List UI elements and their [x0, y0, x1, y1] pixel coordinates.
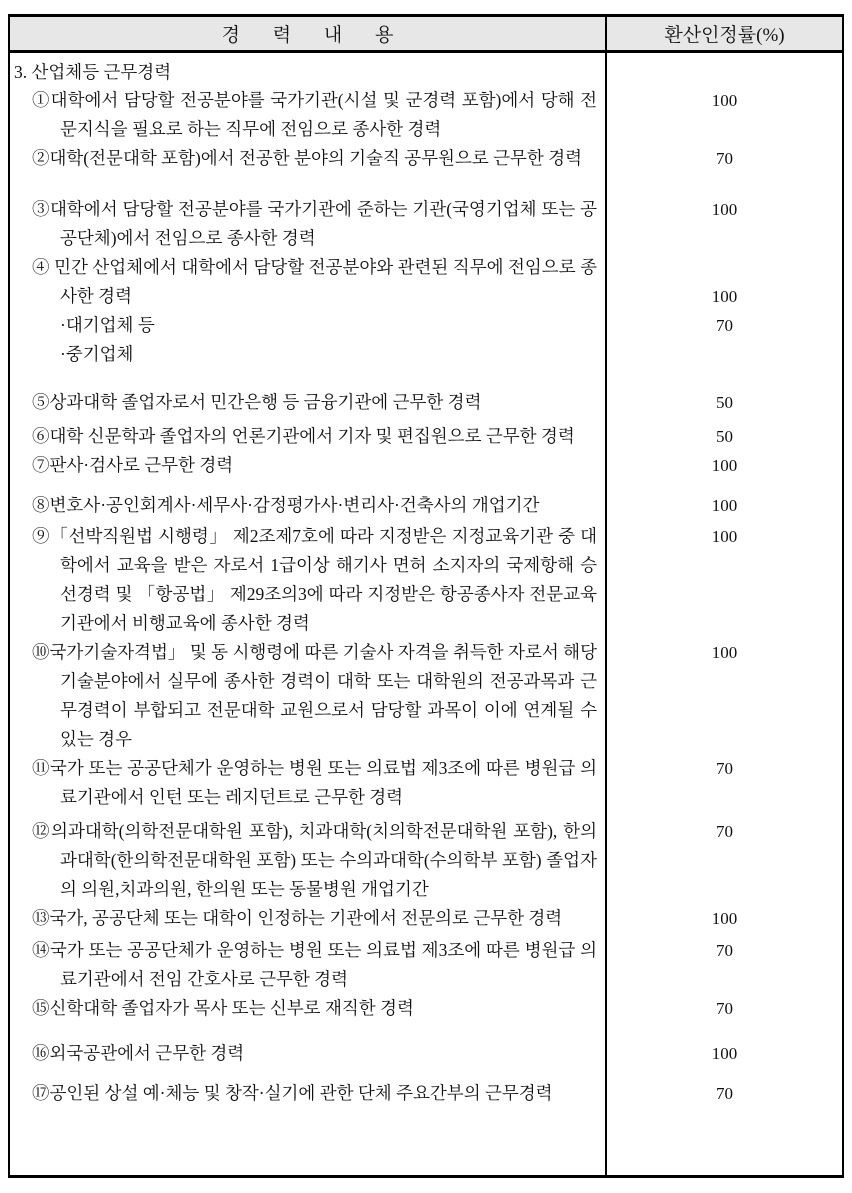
item-1-rate: 100: [711, 91, 738, 110]
item-14-rate: 70: [716, 941, 733, 960]
item-13: [10, 904, 842, 933]
item-10: [10, 638, 842, 754]
item-4-text: ④ 민간 산업체에서 대학에서 담당할 전공분야와 관련된 직무에 전임으로 종사한 경력: [32, 257, 597, 306]
item-17-rate: 70: [716, 1084, 733, 1103]
item-10-text: ⑩국가기술자격법」 및 동 시행령에 따른 기술사 자격을 취득한 자로서 해당 기술분야에서 실무에 종사한 경력이 대학 또는 대학원의 전공과목과 근무경력이 부합되고 전문대학 교원으로서 담당할 과목이 이에 연계될 수 있는 경우: [32, 642, 597, 749]
item-7: [10, 451, 842, 480]
item-15: [10, 994, 842, 1023]
item-13-text: ⑬국가, 공공단체 또는 대학이 인정하는 기관에서 전문의로 근무한 경력: [32, 908, 563, 928]
header-career-content: 경 력 내 용: [10, 17, 607, 50]
item-6-text: ⑥대학 신문학과 졸업자의 언론기관에서 기자 및 편집원으로 근무한 경력: [32, 426, 575, 446]
item-3-rate: 100: [711, 200, 738, 219]
item-3: [10, 195, 842, 253]
item-4-rate-large: 100: [711, 287, 738, 306]
item-13-rate: 100: [711, 909, 738, 928]
item-2-rate: 70: [716, 149, 733, 168]
item-11-text: ⑪국가 또는 공공단체가 운영하는 병원 또는 의료법 제3조에 따른 병원급 의료기관에서 인턴 또는 레지던트로 근무한 경력: [32, 758, 597, 807]
item-5-text: ⑤상과대학 졸업자로서 민간은행 등 금융기관에 근무한 경력: [32, 392, 482, 412]
item-17-text: ⑰공인된 상설 예·체능 및 창작·실기에 관한 단체 주요간부의 근무경력: [32, 1083, 553, 1103]
item-9: [10, 522, 842, 638]
table-header-row: [10, 17, 842, 53]
item-9-rate: 100: [711, 527, 738, 546]
item-4: [10, 253, 842, 369]
item-12-text: ⑫의과대학(의학전문대학원 포함), 치과대학(치의학전문대학원 포함), 한의과대학(한의학전문대학원 포함) 또는 수의과대학(수의학부 포함) 졸업자의 의원,치과의원, 한의원 또는 동물병원 개업기간: [32, 821, 597, 899]
item-9-text: ⑨「선박직원법 시행령」 제2조제7호에 따라 지정받은 지정교육기관 중 대학에서 교육을 받은 자로서 1급이상 해기사 면허 소지자의 국제항해 승선경력 및 「항공법」 제29조의3에 따라 지정받은 항공종사자 전문교육기관에서 비행교육에 종사한 경력: [32, 526, 597, 633]
item-15-text: ⑮신학대학 졸업자가 목사 또는 신부로 재직한 경력: [32, 998, 414, 1018]
item-14: [10, 936, 842, 994]
item-2: [10, 144, 842, 173]
item-14-text: ⑭국가 또는 공공단체가 운영하는 병원 또는 의료법 제3조에 따른 병원급 의료기관에서 전임 간호사로 근무한 경력: [32, 940, 597, 989]
column-divider: [605, 53, 607, 1178]
item-7-text: ⑦판사·검사로 근무한 경력: [32, 455, 234, 475]
item-1: [10, 86, 842, 144]
section-title: 3. 산업체등 근무경력: [14, 62, 172, 82]
item-12-rate: 70: [716, 822, 733, 841]
item-8: [10, 491, 842, 520]
item-15-rate: 70: [716, 999, 733, 1018]
item-4-sub-medium-companies: ·중기업체: [60, 344, 134, 364]
table-body: [10, 53, 842, 1178]
item-5: [10, 388, 842, 417]
item-16: [10, 1039, 842, 1068]
item-12: [10, 817, 842, 904]
item-6-rate: 50: [716, 427, 733, 446]
item-8-text: ⑧변호사·공인회계사·세무사·감정평가사·변리사·건축사의 개업기간: [32, 495, 540, 515]
item-3-text: ③대학에서 담당할 전공분야를 국가기관에 준하는 기관(국영기업체 또는 공공단체)에서 전임으로 종사한 경력: [32, 199, 597, 248]
item-11-rate: 70: [716, 759, 733, 778]
item-16-rate: 100: [711, 1044, 738, 1063]
item-5-rate: 50: [716, 393, 733, 412]
item-7-rate: 100: [711, 456, 738, 475]
item-17: [10, 1079, 842, 1108]
item-11: [10, 754, 842, 812]
item-16-text: ⑯외국공관에서 근무한 경력: [32, 1043, 245, 1063]
header-conversion-rate: 환산인정률(%): [664, 25, 785, 46]
item-6: [10, 422, 842, 451]
career-conversion-table: [8, 14, 844, 1178]
item-8-rate: 100: [711, 496, 738, 515]
item-2-text: ②대학(전문대학 포함)에서 전공한 분야의 기술직 공무원으로 근무한 경력: [32, 148, 583, 168]
item-10-rate: 100: [711, 643, 738, 662]
item-4-rate-medium: 70: [716, 316, 733, 335]
item-1-text: ①대학에서 담당할 전공분야를 국가기관(시설 및 군경력 포함)에서 당해 전문지식을 필요로 하는 직무에 전임으로 종사한 경력: [32, 90, 597, 139]
item-4-sub-large-companies: ·대기업체 등: [60, 315, 155, 335]
